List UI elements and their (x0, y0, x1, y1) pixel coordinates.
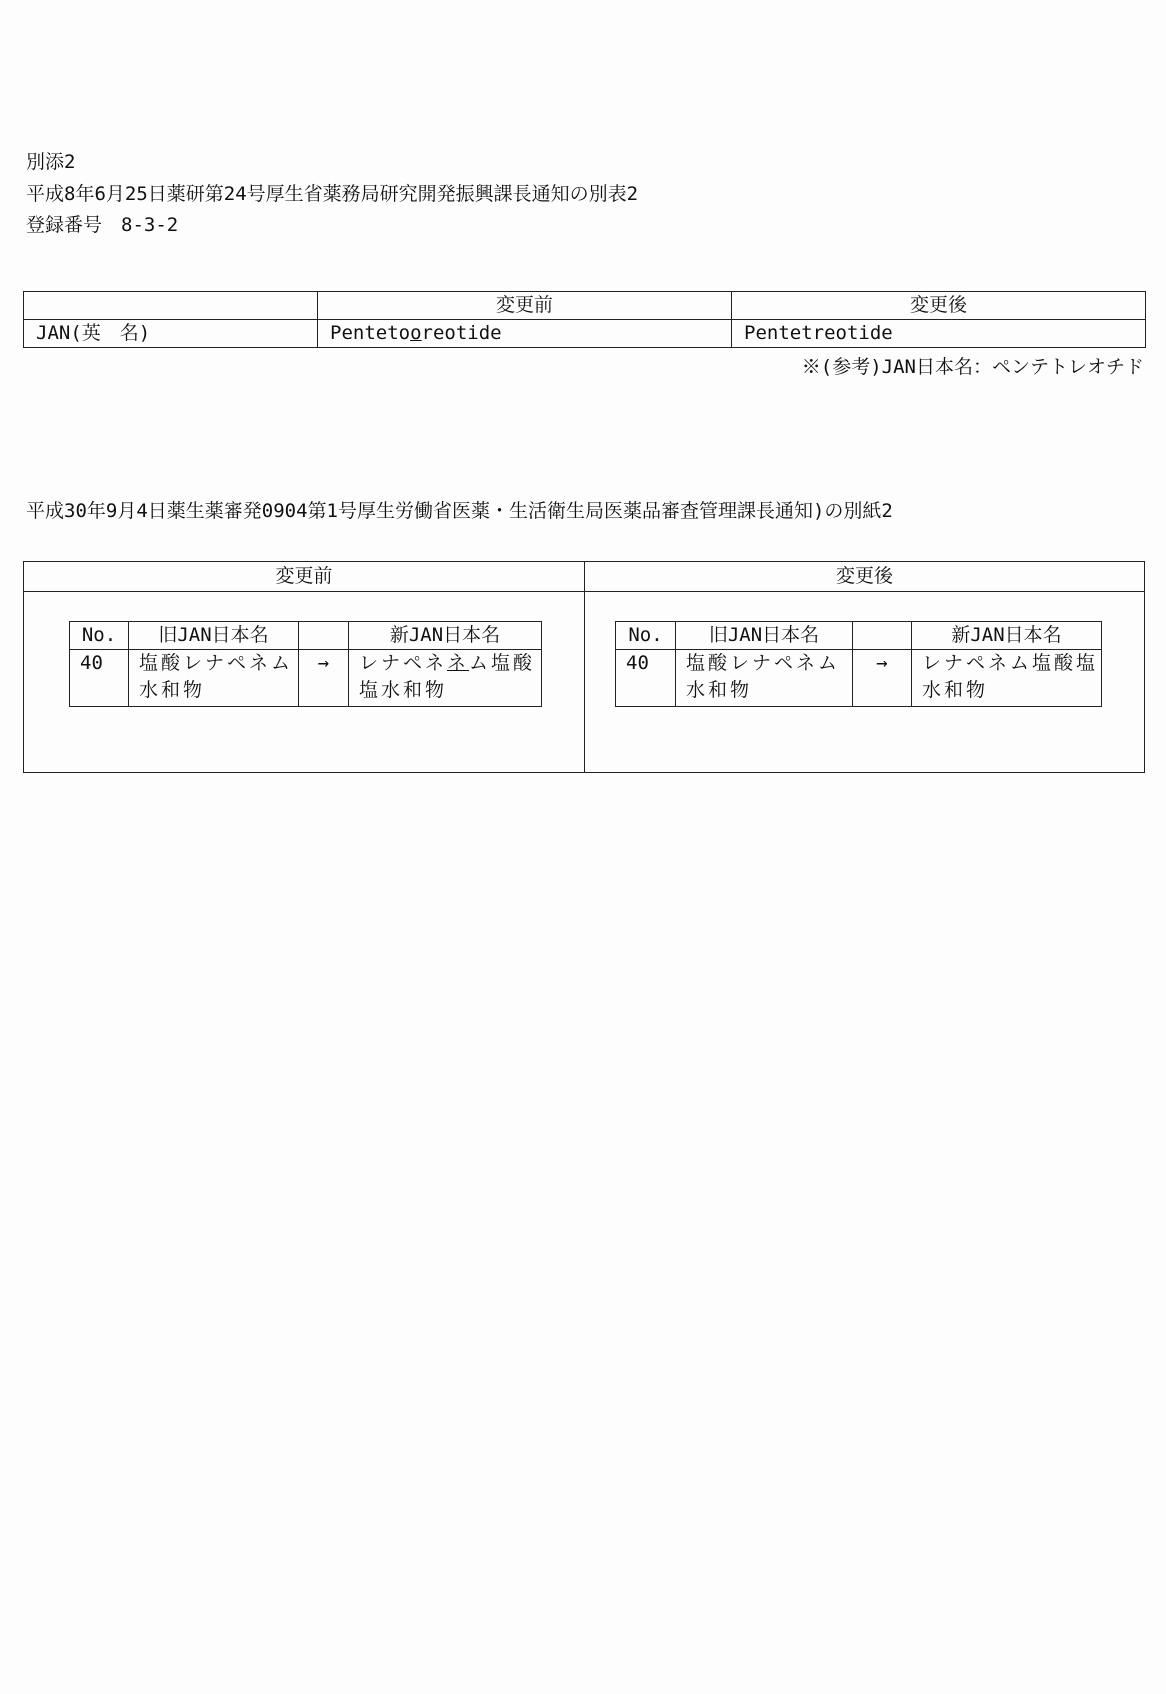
reference-note: ※(参考)JAN日本名：ペンテトレオチド (801, 356, 1144, 378)
jan-english-change-table (23, 291, 1146, 348)
col-arrow-header (853, 622, 912, 650)
arrow-icon: → (299, 650, 349, 707)
annex-label: 別添2 (26, 151, 76, 173)
jan-japanese-change-table (23, 561, 1145, 773)
new-name: レナペネネム塩酸塩水和物 (349, 650, 542, 707)
col-new-name-header: 新JAN日本名 (912, 622, 1102, 650)
row-label: JAN(英 名) (24, 320, 318, 348)
before-value: Pentetooreotide (318, 320, 732, 348)
col-after-header: 変更後 (732, 292, 1146, 320)
before-inner-table (69, 621, 542, 707)
changed-letter: o (410, 322, 422, 344)
old-name: 塩酸レナペネム水和物 (676, 650, 853, 707)
arrow-icon: → (853, 650, 912, 707)
col-no-header: No. (70, 622, 129, 650)
before-panel (24, 562, 585, 772)
source-notice-2: 平成30年9月4日薬生薬審発0904第1号厚生労働省医薬・生活衛生局医薬品審査管理課長通知)の別紙2 (26, 500, 893, 522)
col-before-header: 変更前 (318, 292, 732, 320)
col-old-name-header: 旧JAN日本名 (676, 622, 853, 650)
inserted-char: ネ (447, 652, 470, 674)
after-panel (585, 562, 1144, 772)
col-no-header: No. (616, 622, 676, 650)
col-new-name-header: 新JAN日本名 (349, 622, 542, 650)
after-value: Pentetreotide (732, 320, 1146, 348)
col-arrow-header (299, 622, 349, 650)
source-notice-1: 平成8年6月25日薬研第24号厚生省薬務局研究開発振興課長通知の別表2 (26, 183, 639, 205)
new-name: レナペネム塩酸塩水和物 (912, 650, 1102, 707)
col-old-name-header: 旧JAN日本名 (129, 622, 299, 650)
row-number: 40 (616, 650, 676, 707)
row-number: 40 (70, 650, 129, 707)
after-panel-header: 変更後 (585, 562, 1144, 592)
after-inner-table (615, 621, 1102, 707)
registration-number: 登録番号 8-3-2 (26, 214, 179, 236)
header-empty-cell (24, 292, 318, 320)
old-name: 塩酸レナペネム水和物 (129, 650, 299, 707)
before-panel-header: 変更前 (24, 562, 584, 592)
